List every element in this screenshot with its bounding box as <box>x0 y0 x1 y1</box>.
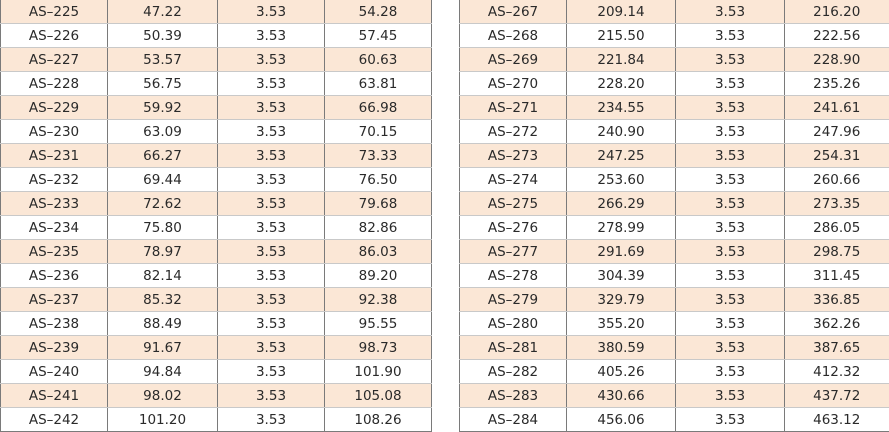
inner-diameter-cell: 291.69 <box>567 240 676 264</box>
cross-section-cell: 3.53 <box>676 96 785 120</box>
part-number-cell: AS–227 <box>1 48 108 72</box>
cross-section-cell: 3.53 <box>218 72 325 96</box>
cross-section-cell: 3.53 <box>676 336 785 360</box>
outer-diameter-cell: 412.32 <box>785 360 889 384</box>
part-number-cell: AS–282 <box>460 360 567 384</box>
outer-diameter-cell: 82.86 <box>325 216 432 240</box>
table-body <box>460 0 889 432</box>
outer-diameter-cell: 273.35 <box>785 192 889 216</box>
outer-diameter-cell: 437.72 <box>785 384 889 408</box>
part-number-cell: AS–237 <box>1 288 108 312</box>
part-number-cell: AS–230 <box>1 120 108 144</box>
cross-section-cell: 3.53 <box>218 24 325 48</box>
table-row <box>1 336 432 360</box>
table-row <box>460 120 889 144</box>
inner-diameter-cell: 221.84 <box>567 48 676 72</box>
table-row <box>1 360 432 384</box>
table-row <box>460 144 889 168</box>
part-number-cell: AS–240 <box>1 360 108 384</box>
inner-diameter-cell: 72.62 <box>108 192 218 216</box>
inner-diameter-cell: 47.22 <box>108 0 218 24</box>
part-number-cell: AS–271 <box>460 96 567 120</box>
inner-diameter-cell: 66.27 <box>108 144 218 168</box>
inner-diameter-cell: 101.20 <box>108 408 218 432</box>
table-row <box>1 120 432 144</box>
outer-diameter-cell: 216.20 <box>785 0 889 24</box>
part-number-cell: AS–228 <box>1 72 108 96</box>
inner-diameter-cell: 56.75 <box>108 72 218 96</box>
size-table-right <box>459 0 889 432</box>
outer-diameter-cell: 95.55 <box>325 312 432 336</box>
table-row <box>1 168 432 192</box>
outer-diameter-cell: 98.73 <box>325 336 432 360</box>
inner-diameter-cell: 78.97 <box>108 240 218 264</box>
outer-diameter-cell: 66.98 <box>325 96 432 120</box>
cross-section-cell: 3.53 <box>676 120 785 144</box>
cross-section-cell: 3.53 <box>218 216 325 240</box>
part-number-cell: AS–225 <box>1 0 108 24</box>
inner-diameter-cell: 253.60 <box>567 168 676 192</box>
inner-diameter-cell: 88.49 <box>108 312 218 336</box>
outer-diameter-cell: 54.28 <box>325 0 432 24</box>
outer-diameter-cell: 89.20 <box>325 264 432 288</box>
cross-section-cell: 3.53 <box>676 408 785 432</box>
inner-diameter-cell: 50.39 <box>108 24 218 48</box>
part-number-cell: AS–233 <box>1 192 108 216</box>
cross-section-cell: 3.53 <box>676 240 785 264</box>
part-number-cell: AS–284 <box>460 408 567 432</box>
outer-diameter-cell: 76.50 <box>325 168 432 192</box>
table-row <box>460 288 889 312</box>
outer-diameter-cell: 260.66 <box>785 168 889 192</box>
cross-section-cell: 3.53 <box>676 288 785 312</box>
part-number-cell: AS–234 <box>1 216 108 240</box>
outer-diameter-cell: 79.68 <box>325 192 432 216</box>
inner-diameter-cell: 247.25 <box>567 144 676 168</box>
cross-section-cell: 3.53 <box>676 312 785 336</box>
cross-section-cell: 3.53 <box>218 384 325 408</box>
outer-diameter-cell: 105.08 <box>325 384 432 408</box>
cross-section-cell: 3.53 <box>218 240 325 264</box>
table-row <box>460 384 889 408</box>
part-number-cell: AS–272 <box>460 120 567 144</box>
outer-diameter-cell: 108.26 <box>325 408 432 432</box>
part-number-cell: AS–274 <box>460 168 567 192</box>
table-row <box>1 192 432 216</box>
inner-diameter-cell: 240.90 <box>567 120 676 144</box>
outer-diameter-cell: 86.03 <box>325 240 432 264</box>
outer-diameter-cell: 57.45 <box>325 24 432 48</box>
cross-section-cell: 3.53 <box>218 96 325 120</box>
size-table-left <box>0 0 432 432</box>
cross-section-cell: 3.53 <box>218 336 325 360</box>
part-number-cell: AS–275 <box>460 192 567 216</box>
outer-diameter-cell: 241.61 <box>785 96 889 120</box>
outer-diameter-cell: 101.90 <box>325 360 432 384</box>
cross-section-cell: 3.53 <box>676 72 785 96</box>
table-row <box>1 0 432 24</box>
outer-diameter-cell: 60.63 <box>325 48 432 72</box>
part-number-cell: AS–232 <box>1 168 108 192</box>
part-number-cell: AS–239 <box>1 336 108 360</box>
cross-section-cell: 3.53 <box>676 192 785 216</box>
part-number-cell: AS–278 <box>460 264 567 288</box>
outer-diameter-cell: 298.75 <box>785 240 889 264</box>
cross-section-cell: 3.53 <box>676 24 785 48</box>
cross-section-cell: 3.53 <box>218 312 325 336</box>
cross-section-cell: 3.53 <box>218 264 325 288</box>
table-row <box>460 360 889 384</box>
cross-section-cell: 3.53 <box>218 0 325 24</box>
cross-section-cell: 3.53 <box>676 144 785 168</box>
table-row <box>460 408 889 432</box>
inner-diameter-cell: 53.57 <box>108 48 218 72</box>
part-number-cell: AS–231 <box>1 144 108 168</box>
outer-diameter-cell: 254.31 <box>785 144 889 168</box>
inner-diameter-cell: 215.50 <box>567 24 676 48</box>
table-row <box>1 264 432 288</box>
table-row <box>1 240 432 264</box>
outer-diameter-cell: 63.81 <box>325 72 432 96</box>
table-row <box>460 312 889 336</box>
part-number-cell: AS–267 <box>460 0 567 24</box>
part-number-cell: AS–270 <box>460 72 567 96</box>
part-number-cell: AS–280 <box>460 312 567 336</box>
part-number-cell: AS–242 <box>1 408 108 432</box>
outer-diameter-cell: 92.38 <box>325 288 432 312</box>
table-row <box>460 72 889 96</box>
inner-diameter-cell: 430.66 <box>567 384 676 408</box>
table-row <box>1 48 432 72</box>
cross-section-cell: 3.53 <box>218 192 325 216</box>
inner-diameter-cell: 91.67 <box>108 336 218 360</box>
outer-diameter-cell: 286.05 <box>785 216 889 240</box>
cross-section-cell: 3.53 <box>676 0 785 24</box>
outer-diameter-cell: 73.33 <box>325 144 432 168</box>
table-row <box>460 336 889 360</box>
inner-diameter-cell: 69.44 <box>108 168 218 192</box>
cross-section-cell: 3.53 <box>218 288 325 312</box>
outer-diameter-cell: 311.45 <box>785 264 889 288</box>
part-number-cell: AS–236 <box>1 264 108 288</box>
part-number-cell: AS–268 <box>460 24 567 48</box>
inner-diameter-cell: 228.20 <box>567 72 676 96</box>
inner-diameter-cell: 278.99 <box>567 216 676 240</box>
inner-diameter-cell: 63.09 <box>108 120 218 144</box>
inner-diameter-cell: 329.79 <box>567 288 676 312</box>
outer-diameter-cell: 70.15 <box>325 120 432 144</box>
table-row <box>1 24 432 48</box>
outer-diameter-cell: 362.26 <box>785 312 889 336</box>
inner-diameter-cell: 75.80 <box>108 216 218 240</box>
table-row <box>460 192 889 216</box>
inner-diameter-cell: 456.06 <box>567 408 676 432</box>
cross-section-cell: 3.53 <box>676 168 785 192</box>
part-number-cell: AS–235 <box>1 240 108 264</box>
part-number-cell: AS–229 <box>1 96 108 120</box>
outer-diameter-cell: 387.65 <box>785 336 889 360</box>
table-row <box>460 24 889 48</box>
cross-section-cell: 3.53 <box>218 48 325 72</box>
inner-diameter-cell: 266.29 <box>567 192 676 216</box>
part-number-cell: AS–279 <box>460 288 567 312</box>
table-row <box>460 240 889 264</box>
inner-diameter-cell: 94.84 <box>108 360 218 384</box>
part-number-cell: AS–269 <box>460 48 567 72</box>
table-body <box>1 0 432 432</box>
table-row <box>1 384 432 408</box>
part-number-cell: AS–226 <box>1 24 108 48</box>
part-number-cell: AS–281 <box>460 336 567 360</box>
cross-section-cell: 3.53 <box>676 264 785 288</box>
inner-diameter-cell: 405.26 <box>567 360 676 384</box>
inner-diameter-cell: 355.20 <box>567 312 676 336</box>
inner-diameter-cell: 98.02 <box>108 384 218 408</box>
outer-diameter-cell: 463.12 <box>785 408 889 432</box>
part-number-cell: AS–276 <box>460 216 567 240</box>
inner-diameter-cell: 82.14 <box>108 264 218 288</box>
cross-section-cell: 3.53 <box>676 216 785 240</box>
table-row <box>460 168 889 192</box>
table-row <box>1 144 432 168</box>
table-row <box>460 216 889 240</box>
cross-section-cell: 3.53 <box>676 48 785 72</box>
outer-diameter-cell: 222.56 <box>785 24 889 48</box>
inner-diameter-cell: 209.14 <box>567 0 676 24</box>
outer-diameter-cell: 235.26 <box>785 72 889 96</box>
cross-section-cell: 3.53 <box>218 408 325 432</box>
cross-section-cell: 3.53 <box>218 120 325 144</box>
table-row <box>1 312 432 336</box>
inner-diameter-cell: 85.32 <box>108 288 218 312</box>
table-row <box>1 72 432 96</box>
outer-diameter-cell: 247.96 <box>785 120 889 144</box>
table-row <box>460 264 889 288</box>
table-row <box>1 216 432 240</box>
table-row <box>460 0 889 24</box>
part-number-cell: AS–283 <box>460 384 567 408</box>
inner-diameter-cell: 304.39 <box>567 264 676 288</box>
inner-diameter-cell: 234.55 <box>567 96 676 120</box>
part-number-cell: AS–277 <box>460 240 567 264</box>
part-number-cell: AS–273 <box>460 144 567 168</box>
cross-section-cell: 3.53 <box>218 144 325 168</box>
table-row <box>460 96 889 120</box>
outer-diameter-cell: 228.90 <box>785 48 889 72</box>
cross-section-cell: 3.53 <box>218 168 325 192</box>
inner-diameter-cell: 380.59 <box>567 336 676 360</box>
inner-diameter-cell: 59.92 <box>108 96 218 120</box>
table-row <box>1 408 432 432</box>
cross-section-cell: 3.53 <box>676 384 785 408</box>
outer-diameter-cell: 336.85 <box>785 288 889 312</box>
cross-section-cell: 3.53 <box>676 360 785 384</box>
part-number-cell: AS–238 <box>1 312 108 336</box>
table-row <box>460 48 889 72</box>
cross-section-cell: 3.53 <box>218 360 325 384</box>
table-row <box>1 288 432 312</box>
part-number-cell: AS–241 <box>1 384 108 408</box>
table-row <box>1 96 432 120</box>
